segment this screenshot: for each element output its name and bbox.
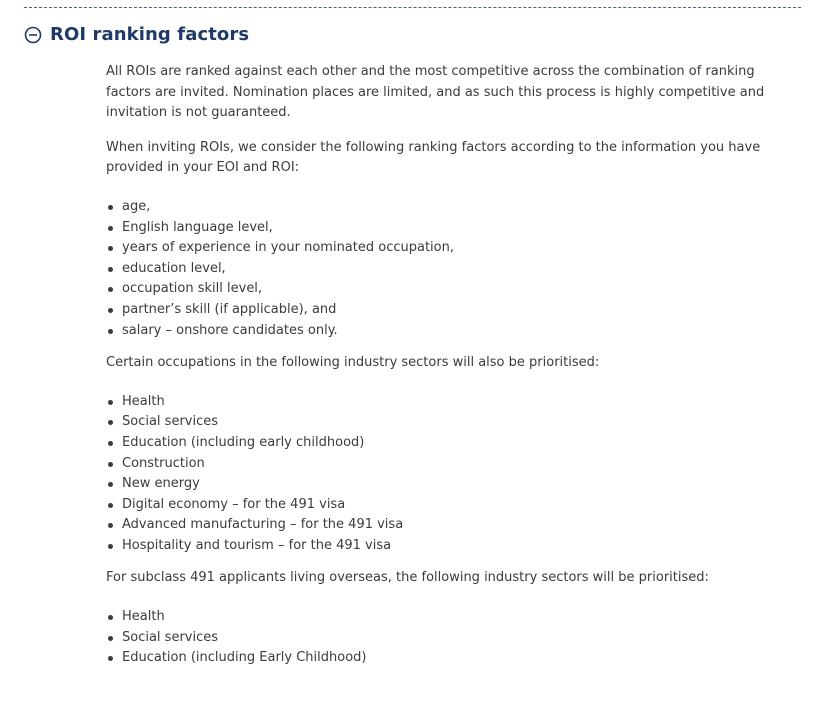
priority-sectors-list [106,392,786,557]
list-item: occupation skill level, [122,279,786,300]
list-item: Health [122,607,786,628]
list-item: salary – onshore candidates only. [122,321,786,342]
section-content [106,62,786,669]
section-title: ROI ranking factors [50,24,250,45]
intro-paragraph: All ROIs are ranked against each other and the most competitive across the combination of ranking factors are invited. Nomination places are limited, and as such this process is highly competitive and invitation is not guaranteed. [106,64,765,121]
list-item: partner’s skill (if applicable), and [122,300,786,321]
list-item: Digital economy – for the 491 visa [122,495,786,516]
list-item: Education (including Early Childhood) [122,648,786,669]
minus-circle-icon[interactable] [24,26,42,44]
list-item: Education (including early childhood) [122,433,786,454]
ranking-factors-list [106,197,786,341]
list-item: Hospitality and tourism – for the 491 visa [122,536,786,557]
list-item: Construction [122,454,786,475]
list-item: Health [122,392,786,413]
factors-intro-paragraph: When inviting ROIs, we consider the following ranking factors according to the information you have provided in your EOI and ROI: [106,139,761,176]
accordion-header[interactable] [24,24,249,45]
list-item: education level, [122,259,786,280]
list-item: Social services [122,412,786,433]
list-item: years of experience in your nominated occupation, [122,238,786,259]
list-item: Social services [122,628,786,649]
list-item: age, [122,197,786,218]
section-divider [24,7,801,8]
sectors-intro-paragraph: Certain occupations in the following industry sectors will also be prioritised: [106,355,600,371]
overseas-intro-paragraph: For subclass 491 applicants living overseas, the following industry sectors will be prioritised: [106,570,709,586]
list-item: Advanced manufacturing – for the 491 visa [122,515,786,536]
list-item: English language level, [122,218,786,239]
list-item: New energy [122,474,786,495]
overseas-sectors-list [106,607,786,669]
